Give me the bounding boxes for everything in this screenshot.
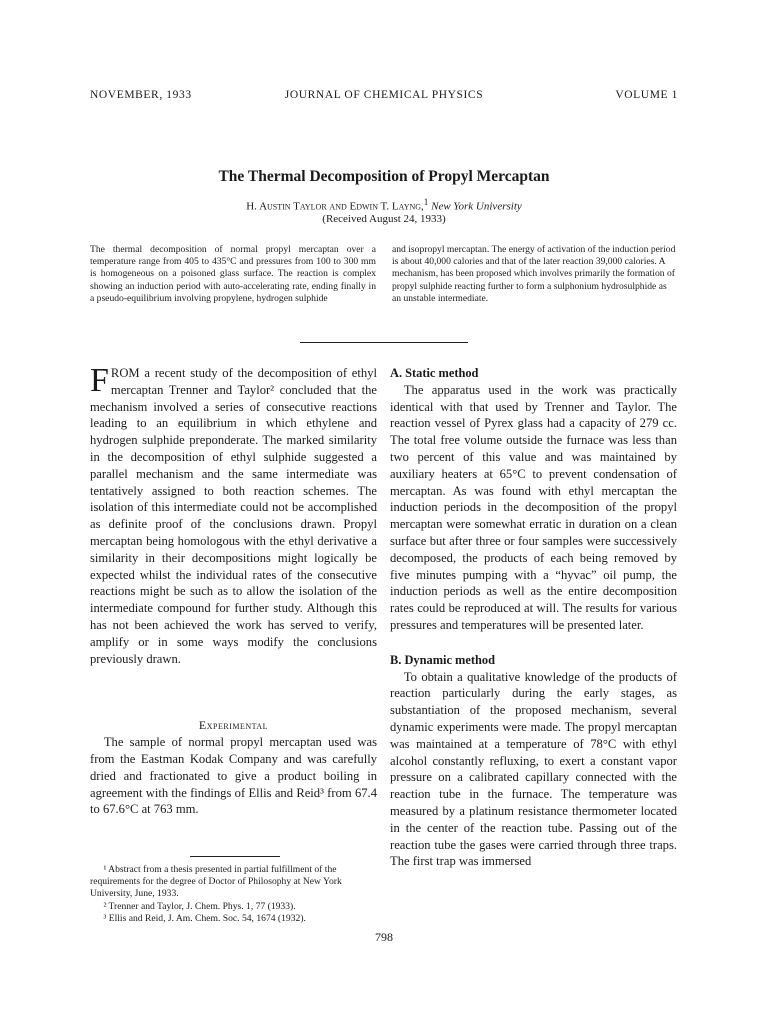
article-title: The Thermal Decomposition of Propyl Mercaptan	[218, 168, 550, 185]
experimental-heading: Experimental	[198, 718, 269, 733]
abstract-right: and isopropyl mercaptan. The energy of activation of the induction period is about 40,000 calories and that of the later reaction 39,000 calories. A mechanism, has been proposed which involves primarily the formation of propyl sulphide reacting further to form a sulphonium hydrosulphide as an unstable intermediate.	[392, 244, 676, 304]
dynamic-method-heading: B. Dynamic method	[390, 652, 495, 667]
abstract-left: The thermal decomposition of normal propyl mercaptan over a temperature range from 405 to 435°C and pressures from 100 to 300 mm is homogeneous on a poisoned glass surface. The reaction is complex showing an induction period with auto-accelerating rate, ending finally in a pseudo-equilibrium involving propylene, hydrogen sulphide	[90, 244, 376, 304]
running-header-journal: JOURNAL OF CHEMICAL PHYSICS	[284, 89, 484, 101]
experimental-text: The sample of normal propyl mercaptan used was from the Eastman Kodak Company and was carefully dried and fractionated to give a product boiling in agreement with the findings of Ellis and Reid³ from 67.4 to 67.6°C at 763 mm.	[90, 735, 377, 817]
intro-paragraph	[90, 362, 377, 667]
footnotes	[90, 864, 377, 925]
footnote-3: ³ Ellis and Reid, J. Am. Chem. Soc. 54, 1674 (1932).	[103, 912, 306, 924]
running-header-date: NOVEMBER, 1933	[90, 89, 192, 101]
received-date: (Received August 24, 1933)	[322, 213, 446, 225]
author-affiliation: New York University	[431, 200, 522, 213]
intro-text: ROM a recent study of the decomposition of ethyl mercaptan Trenner and Taylor² concluded that the mechanism involved a series of consecutive reactions leading to an equilibrium in which ethylene and hydrogen sulphide preponderate. The marked similarity in the decomposition of ethyl sulphide suggested a parallel mechanism and the same intermediate was tentatively assigned to both reaction schemes. The isolation of this intermediate could not be accomplished as definite proof of the conclusions drawn. Propyl mercaptan being homologous with the ethyl derivative a similarity in their decompositions might logically be expected whilst the individual rates of the consecutive reactions might be such as to allow the isolation of the intermediate compound for further study. Although this has not been achieved the work has served to verify, amplify or in some ways modify the conclusions previously drawn.	[90, 366, 377, 666]
left-column	[90, 362, 377, 818]
section-divider	[300, 342, 468, 343]
author-footnote-marker: 1	[423, 197, 429, 207]
page-number: 798	[375, 930, 393, 944]
authors-line	[0, 197, 768, 213]
dynamic-method-text: To obtain a qualitative knowledge of the products of reaction particularly during the early stages, as substantiation of the proposed mechanism, several dynamic experiments were made. The propyl mercaptan was maintained at a temperature of 78°C with ethyl alcohol constantly refluxing, to exert a constant vapor pressure on a calibrated capillary connected with the reaction tube in the furnace. The temperature was measured by a platinum resistance thermometer located in the center of the reaction tube. Passing out of the reaction tube the gases were carried through three traps. The first trap was immersed	[390, 669, 677, 869]
drop-cap: F	[90, 362, 109, 399]
footnote-1: ¹ Abstract from a thesis presented in partial fulfillment of the requirements for the degree of Doctor of Philosophy at New York University, June, 1933.	[90, 864, 342, 900]
static-method-heading: A. Static method	[390, 366, 479, 380]
right-column	[390, 365, 677, 870]
footnote-2: ² Trenner and Taylor, J. Chem. Phys. 1, 77 (1933).	[103, 900, 296, 912]
static-method-text: The apparatus used in the work was practically identical with that used by Trenner and Taylor. The reaction vessel of Pyrex glass had a capacity of 279 cc. The total free volume outside the furnace was less than two percent of this value and was maintained by auxiliary heaters at 65°C to prevent condensation of mercaptan. As was found with ethyl mercaptan the induction periods in the decomposition of the propyl mercaptan were somewhat erratic in duration on a clean surface but after three or four samples were successively decomposed, the products of each being removed by five minutes pumping with a “hyvac” oil pump, the induction periods as well as the entire decomposition rates could be reproduced at will. The results for various pressures and temperatures will be presented later.	[390, 382, 677, 632]
author-names: H. Austin Taylor and Edwin T. Layng,	[246, 200, 424, 213]
footnote-rule	[190, 856, 280, 857]
running-header-volume: VOLUME 1	[615, 89, 678, 101]
